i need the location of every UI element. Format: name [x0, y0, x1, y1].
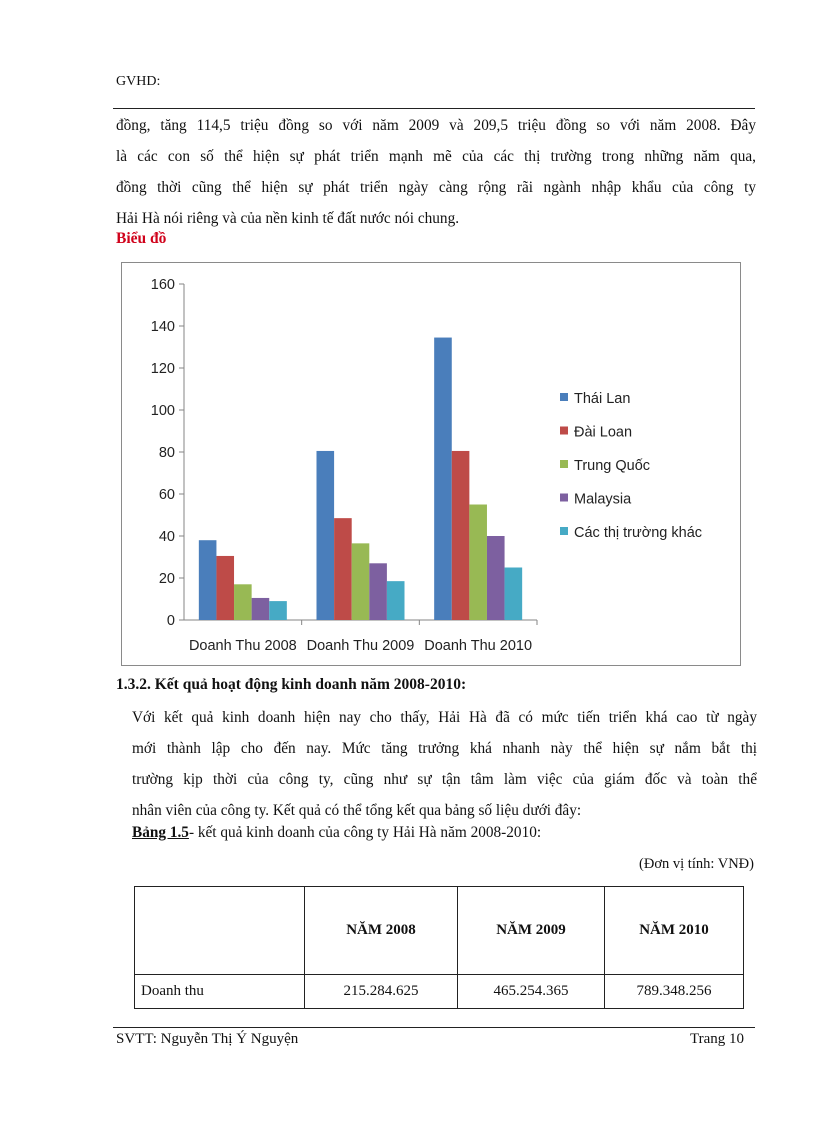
chart-heading: Biểu đồ: [116, 230, 167, 247]
y-tick-label: 140: [150, 319, 175, 335]
bar: [469, 505, 487, 621]
paragraph-line: đồng thời cũng thể hiện sự phát triển ngày càng rộng rãi ngành nhập khẩu của công ty: [116, 179, 756, 196]
table-caption: [132, 824, 541, 842]
legend-label: Trung Quốc: [574, 458, 651, 474]
y-tick-label: 160: [150, 277, 175, 293]
x-tick-label: Doanh Thu 2009: [306, 638, 415, 654]
bar: [505, 568, 523, 621]
section-title: 1.3.2. Kết quả hoạt động kinh doanh năm 2008-2010:: [116, 676, 467, 693]
table-header-empty: [135, 887, 305, 975]
bar: [452, 451, 470, 620]
y-tick-label: 0: [166, 613, 175, 629]
legend-label: Đài Loan: [574, 424, 633, 441]
x-tick-label: Doanh Thu 2010: [424, 638, 533, 654]
bar: [434, 338, 452, 620]
footer-page-number: Trang 10: [690, 1031, 745, 1047]
unit-note: (Đơn vị tính: VNĐ): [639, 856, 754, 872]
row-label: Doanh thu: [135, 975, 305, 1009]
bar: [317, 451, 335, 620]
legend-swatch: [560, 527, 568, 535]
bar: [387, 581, 405, 620]
table-header-2010: NĂM 2010: [605, 887, 744, 975]
paragraph-line: Hải Hà nói riêng và của nền kinh tế đất nước nói chung.: [116, 210, 460, 227]
cell-2008: 215.284.625: [305, 975, 458, 1009]
table-caption-label: Bảng 1.5: [132, 824, 189, 841]
bar: [487, 536, 505, 620]
table-caption-text: - kết quả kinh doanh của công ty Hải Hà năm 2008-2010:: [188, 824, 542, 841]
footer-rule: [113, 1027, 755, 1028]
bar: [352, 543, 370, 620]
y-tick-label: 100: [150, 403, 175, 419]
legend-swatch: [560, 427, 568, 435]
legend-swatch: [560, 460, 568, 468]
page-header: GVHD:: [116, 74, 161, 89]
bar: [234, 584, 252, 620]
legend-swatch: [560, 393, 568, 401]
y-tick-label: 40: [158, 529, 175, 545]
y-tick-label: 20: [158, 571, 175, 587]
x-tick-label: Doanh Thu 2008: [188, 638, 297, 654]
paragraph-line: đồng, tăng 114,5 triệu đồng so với năm 2009 và 209,5 triệu đồng so với năm 2008. Đây: [116, 117, 756, 134]
y-tick-label: 80: [158, 445, 175, 461]
bar-chart: [121, 262, 741, 666]
bar: [199, 540, 217, 620]
table-header-2008: NĂM 2008: [305, 887, 458, 975]
footer-author: SVTT: Nguyễn Thị Ý Nguyện: [116, 1031, 299, 1047]
body-line: mới thành lập cho đến nay. Mức tăng trưởng khá nhanh này thể hiện sự nắm bắt thị: [132, 740, 757, 757]
bar: [269, 601, 287, 620]
paragraph-line: là các con số thể hiện sự phát triển mạnh mẽ của các thị trường trong những năm qua,: [116, 148, 756, 165]
bar: [369, 563, 387, 620]
bar: [334, 518, 352, 620]
bar: [252, 598, 270, 620]
body-paragraph: [132, 702, 757, 826]
body-line: nhân viên của công ty. Kết quả có thể tổng kết qua bảng số liệu dưới đây:: [132, 802, 582, 819]
legend-label: Malaysia: [574, 491, 632, 508]
y-tick-label: 60: [158, 487, 175, 503]
legend-label: Các thị trường khác: [574, 525, 703, 541]
table-header-row: [135, 887, 744, 975]
cell-2009: 465.254.365: [458, 975, 605, 1009]
legend-swatch: [560, 494, 568, 502]
y-tick-label: 120: [150, 361, 175, 377]
cell-2010: 789.348.256: [605, 975, 744, 1009]
chart-svg: [122, 263, 740, 665]
revenue-table: [134, 886, 744, 1009]
header-rule: [113, 108, 755, 109]
intro-paragraph: [116, 110, 756, 234]
body-line: trường kịp thời của công ty, cũng như sự tận tâm làm việc của giám đốc và toàn thể: [132, 771, 757, 788]
bar: [216, 556, 234, 620]
table-header-2009: NĂM 2009: [458, 887, 605, 975]
body-line: Với kết quả kinh doanh hiện nay cho thấy, Hải Hà đã có mức tiến triển khá cao từ ngày: [132, 709, 757, 726]
table-row: [135, 975, 744, 1009]
legend-label: Thái Lan: [574, 391, 631, 407]
